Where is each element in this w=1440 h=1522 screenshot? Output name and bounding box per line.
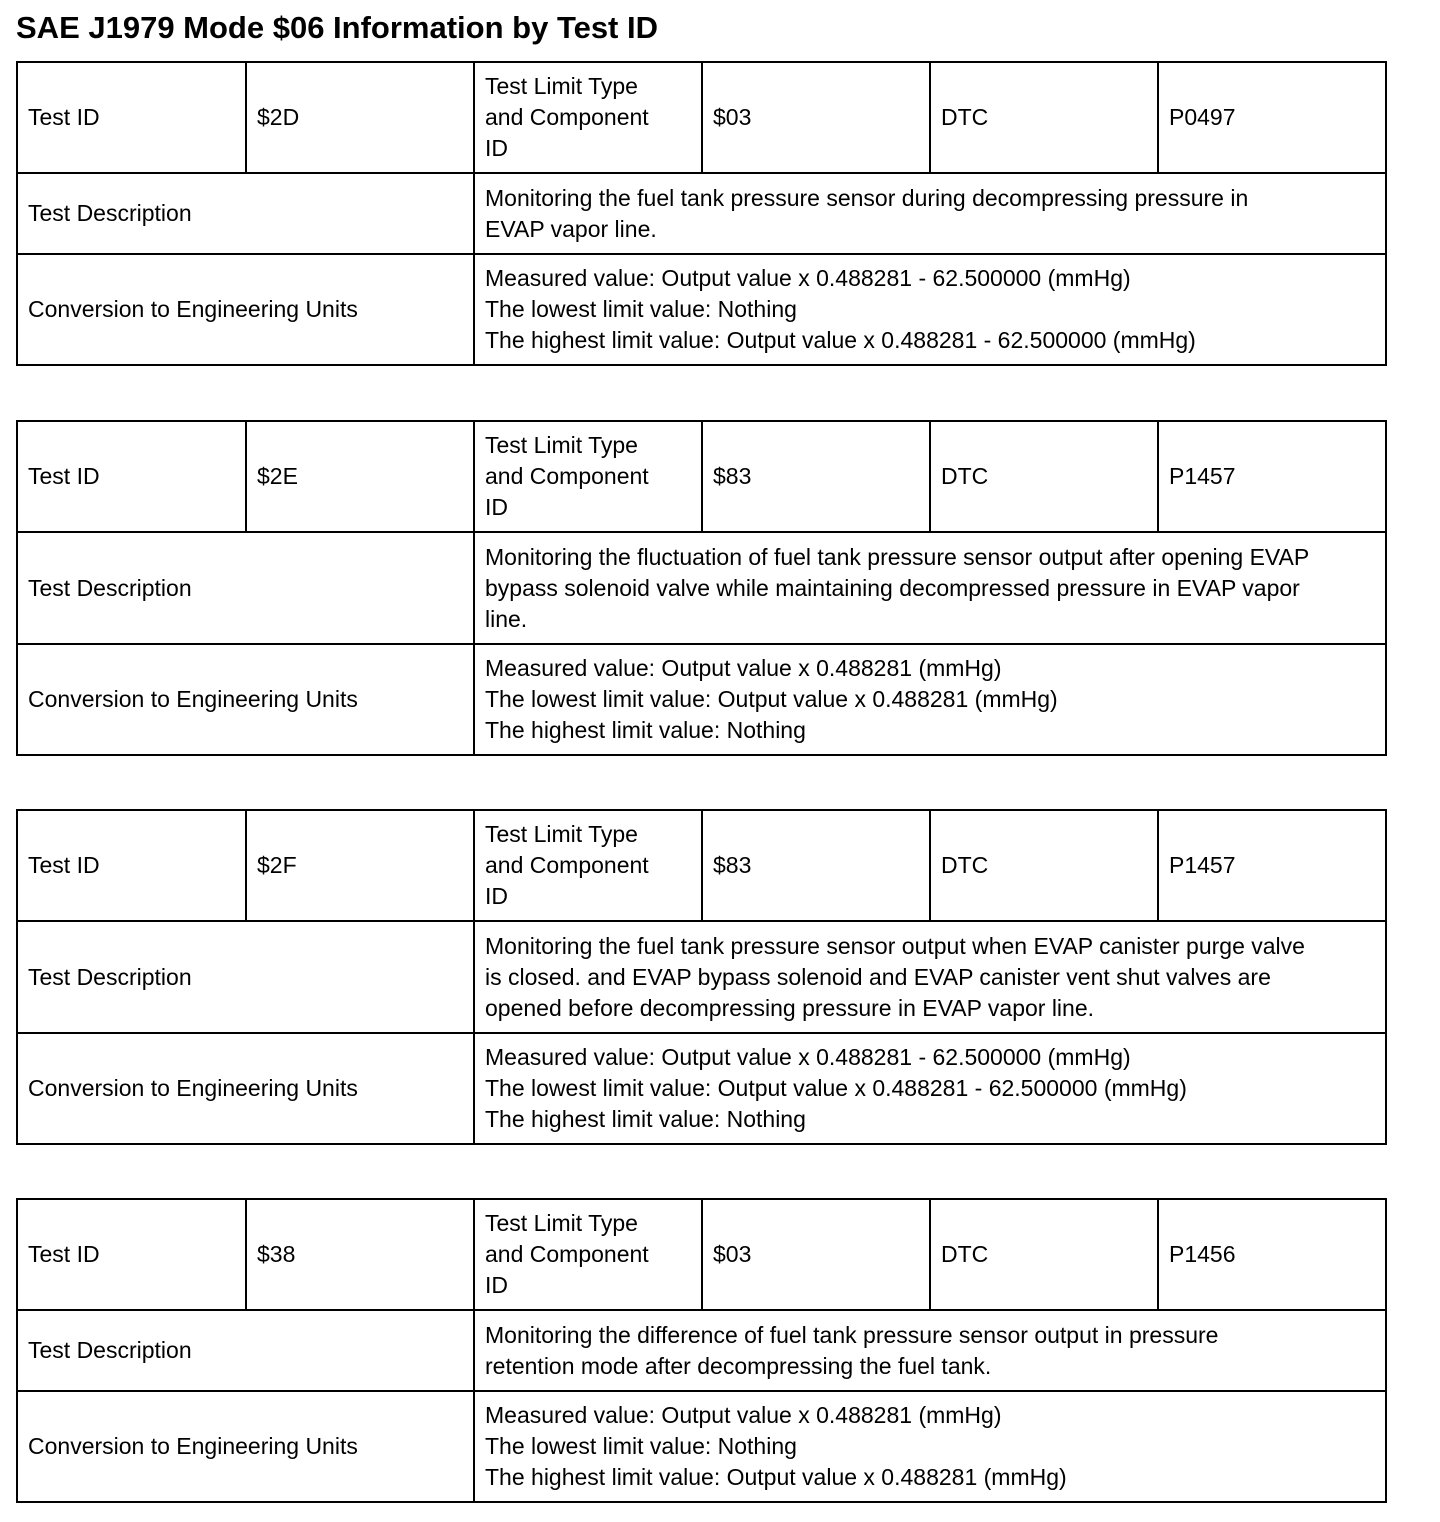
limit-type-label: Test Limit Type and Component ID	[474, 421, 702, 532]
test-description-row	[17, 173, 1386, 254]
highest-limit-line: The highest limit value: Output value x 0.488281 - 62.500000 (mmHg)	[485, 327, 1196, 353]
limit-type-value: $83	[702, 421, 930, 532]
test-description-label: Test Description	[17, 532, 474, 644]
conversion-value	[474, 254, 1386, 365]
test-table	[16, 420, 1387, 756]
conversion-value	[474, 1033, 1386, 1144]
test-table	[16, 809, 1387, 1145]
test-id-value: $38	[246, 1199, 474, 1310]
lowest-limit-line: The lowest limit value: Output value x 0.488281 (mmHg)	[485, 686, 1058, 712]
conversion-label: Conversion to Engineering Units	[17, 644, 474, 755]
conversion-label: Conversion to Engineering Units	[17, 254, 474, 365]
measured-value-line: Measured value: Output value x 0.488281 (mmHg)	[485, 1402, 1002, 1428]
highest-limit-line: The highest limit value: Nothing	[485, 717, 806, 743]
test-id-row	[17, 62, 1386, 173]
test-id-value: $2F	[246, 810, 474, 921]
test-id-row	[17, 810, 1386, 921]
limit-type-value: $03	[702, 1199, 930, 1310]
test-id-label: Test ID	[17, 62, 246, 173]
test-id-row	[17, 421, 1386, 532]
test-description-label: Test Description	[17, 921, 474, 1033]
dtc-label: DTC	[930, 421, 1158, 532]
test-description-row	[17, 921, 1386, 1033]
lowest-limit-line: The lowest limit value: Nothing	[485, 1433, 797, 1459]
measured-value-line: Measured value: Output value x 0.488281 - 62.500000 (mmHg)	[485, 265, 1131, 291]
limit-type-label: Test Limit Type and Component ID	[474, 1199, 702, 1310]
dtc-value: P1457	[1158, 421, 1386, 532]
test-id-label: Test ID	[17, 421, 246, 532]
limit-type-value: $83	[702, 810, 930, 921]
test-id-label: Test ID	[17, 810, 246, 921]
limit-type-label: Test Limit Type and Component ID	[474, 62, 702, 173]
conversion-value	[474, 1391, 1386, 1502]
test-description-row	[17, 532, 1386, 644]
highest-limit-line: The highest limit value: Output value x 0.488281 (mmHg)	[485, 1464, 1067, 1490]
conversion-row	[17, 1391, 1386, 1502]
limit-type-value: $03	[702, 62, 930, 173]
page-title: SAE J1979 Mode $06 Information by Test ID	[16, 10, 658, 45]
conversion-row	[17, 1033, 1386, 1144]
test-table	[16, 61, 1387, 366]
test-description-value: Monitoring the difference of fuel tank pressure sensor output in pressure retention mode after decompressing the fuel tank.	[474, 1310, 1386, 1391]
conversion-label: Conversion to Engineering Units	[17, 1391, 474, 1502]
dtc-value: P0497	[1158, 62, 1386, 173]
dtc-label: DTC	[930, 1199, 1158, 1310]
conversion-label: Conversion to Engineering Units	[17, 1033, 474, 1144]
test-id-value: $2D	[246, 62, 474, 173]
dtc-label: DTC	[930, 810, 1158, 921]
conversion-row	[17, 644, 1386, 755]
conversion-row	[17, 254, 1386, 365]
test-id-value: $2E	[246, 421, 474, 532]
lowest-limit-line: The lowest limit value: Output value x 0.488281 - 62.500000 (mmHg)	[485, 1075, 1187, 1101]
measured-value-line: Measured value: Output value x 0.488281 (mmHg)	[485, 655, 1002, 681]
test-table	[16, 1198, 1387, 1503]
test-description-label: Test Description	[17, 1310, 474, 1391]
highest-limit-line: The highest limit value: Nothing	[485, 1106, 806, 1132]
measured-value-line: Measured value: Output value x 0.488281 - 62.500000 (mmHg)	[485, 1044, 1131, 1070]
conversion-value	[474, 644, 1386, 755]
test-id-row	[17, 1199, 1386, 1310]
dtc-label: DTC	[930, 62, 1158, 173]
test-description-value: Monitoring the fluctuation of fuel tank pressure sensor output after opening EVAP bypass solenoid valve while maintaining decompressed pressure in EVAP vapor line.	[474, 532, 1386, 644]
limit-type-label: Test Limit Type and Component ID	[474, 810, 702, 921]
test-description-label: Test Description	[17, 173, 474, 254]
dtc-value: P1456	[1158, 1199, 1386, 1310]
test-description-row	[17, 1310, 1386, 1391]
test-description-value: Monitoring the fuel tank pressure sensor output when EVAP canister purge valve is closed. and EVAP bypass solenoid and EVAP canister vent shut valves are opened before decompressing pressure in EVAP vapor line.	[474, 921, 1386, 1033]
test-id-label: Test ID	[17, 1199, 246, 1310]
test-description-value: Monitoring the fuel tank pressure sensor during decompressing pressure in EVAP vapor line.	[474, 173, 1386, 254]
lowest-limit-line: The lowest limit value: Nothing	[485, 296, 797, 322]
dtc-value: P1457	[1158, 810, 1386, 921]
